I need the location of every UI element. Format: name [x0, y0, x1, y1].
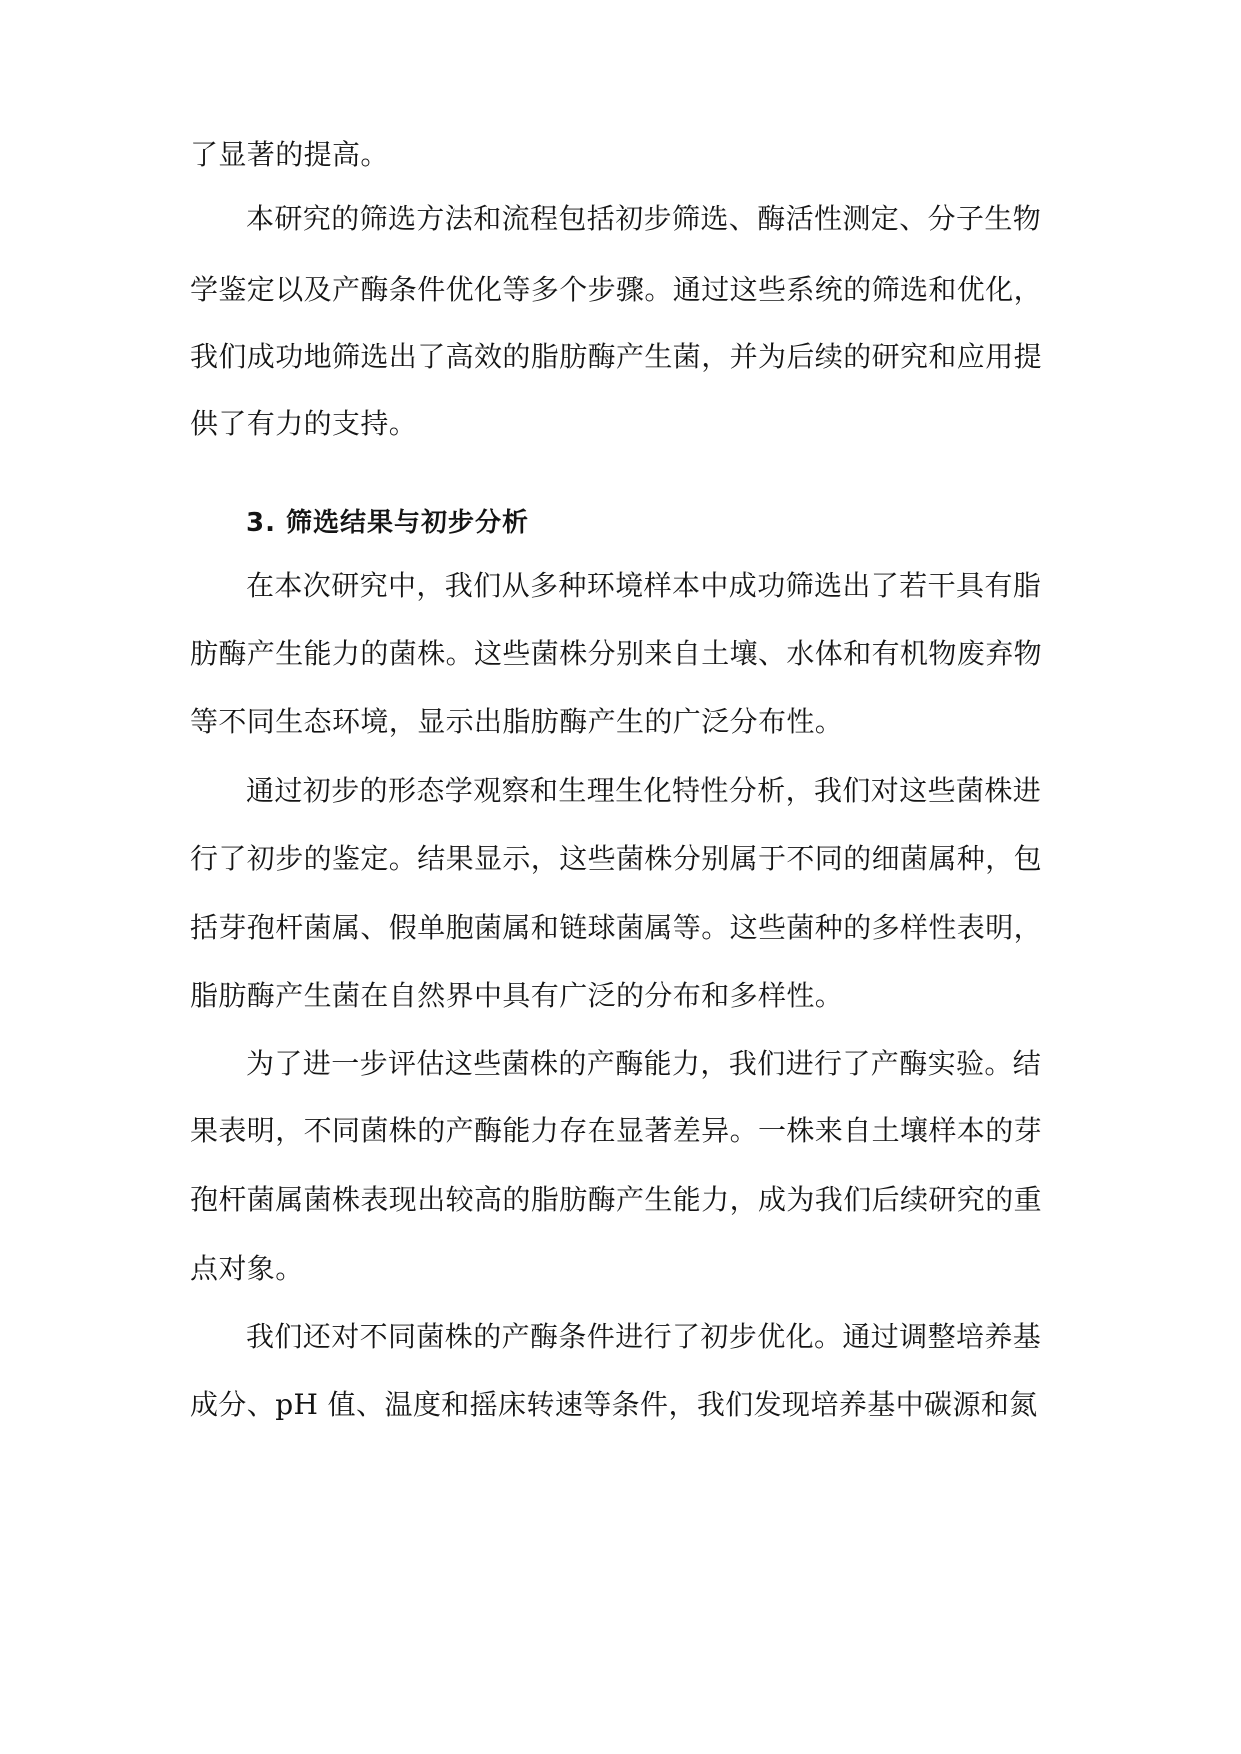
- paragraph-3-line-2: 肪酶产生能力的菌株。这些菌株分别来自土壤、水体和有机物废弃物: [190, 637, 1043, 670]
- paragraph-3-line-3: 等不同生态环境，显示出脂肪酶产生的广泛分布性。: [190, 705, 844, 738]
- paragraph-4-line-4: 脂肪酶产生菌在自然界中具有广泛的分布和多样性。: [190, 979, 844, 1012]
- paragraph-6-line-2: 成分、pH 值、温度和摇床转速等条件，我们发现培养基中碳源和氮: [190, 1388, 1038, 1421]
- paragraph-5-line-4: 点对象。: [190, 1252, 304, 1285]
- paragraph-1-line-1: 了显著的提高。: [190, 138, 389, 171]
- paragraph-5-line-1: 为了进一步评估这些菌株的产酶能力，我们进行了产酶实验。结: [246, 1047, 1042, 1080]
- paragraph-4-line-2: 行了初步的鉴定。结果显示，这些菌株分别属于不同的细菌属种，包: [190, 842, 1043, 875]
- paragraph-5-line-3: 孢杆菌属菌株表现出较高的脂肪酶产生能力，成为我们后续研究的重: [190, 1183, 1043, 1216]
- paragraph-5-line-2: 果表明，不同菌株的产酶能力存在显著差异。一株来自土壤样本的芽: [190, 1114, 1043, 1147]
- paragraph-6-line-1: 我们还对不同菌株的产酶条件进行了初步优化。通过调整培养基: [246, 1320, 1042, 1353]
- paragraph-2-line-4: 供了有力的支持。: [190, 407, 418, 440]
- paragraph-4-line-1: 通过初步的形态学观察和生理生化特性分析，我们对这些菌株进: [246, 774, 1042, 807]
- paragraph-2-line-1: 本研究的筛选方法和流程包括初步筛选、酶活性测定、分子生物: [246, 202, 1042, 235]
- paragraph-2-line-3: 我们成功地筛选出了高效的脂肪酶产生菌，并为后续的研究和应用提: [190, 340, 1043, 373]
- section-heading: 3. 筛选结果与初步分析: [246, 508, 530, 538]
- paragraph-3-line-1: 在本次研究中，我们从多种环境样本中成功筛选出了若干具有脂: [246, 569, 1042, 602]
- paragraph-2-line-2: 学鉴定以及产酶条件优化等多个步骤。通过这些系统的筛选和优化，: [190, 273, 1043, 306]
- paragraph-4-line-3: 括芽孢杆菌属、假单胞菌属和链球菌属等。这些菌种的多样性表明，: [190, 911, 1043, 944]
